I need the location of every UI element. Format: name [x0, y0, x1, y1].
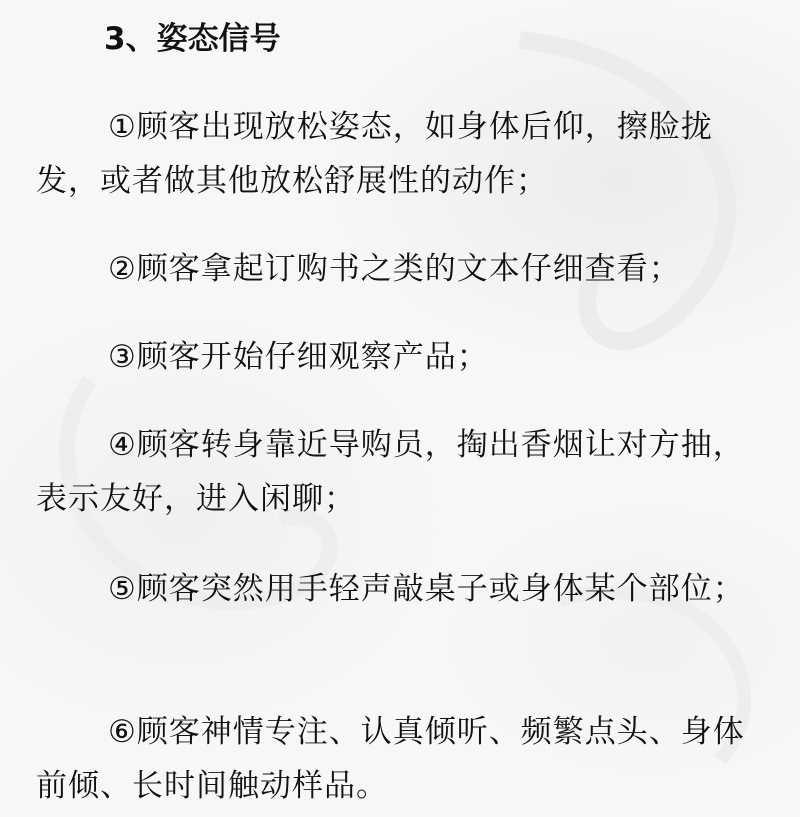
signal-item-3: ③顾客开始仔细观察产品；: [108, 339, 489, 375]
signal-item-4: ④顾客转身靠近导购员，掏出香烟让对方抽，表示友好，进入闲聊；: [36, 427, 745, 517]
signal-item-6: ⑥顾客神情专注、认真倾听、频繁点头、身体前倾、长时间触动样品。: [36, 714, 745, 804]
signal-item-5: ⑤顾客突然用手轻声敲桌子或身体某个部位；: [108, 571, 745, 607]
signal-item-2: ②顾客拿起订购书之类的文本仔细查看；: [108, 251, 681, 287]
section-heading: 3、姿态信号: [104, 21, 281, 57]
signal-item-1: ①顾客出现放松姿态，如身体后仰，擦脸拢发，或者做其他放松舒展性的动作；: [36, 109, 713, 199]
